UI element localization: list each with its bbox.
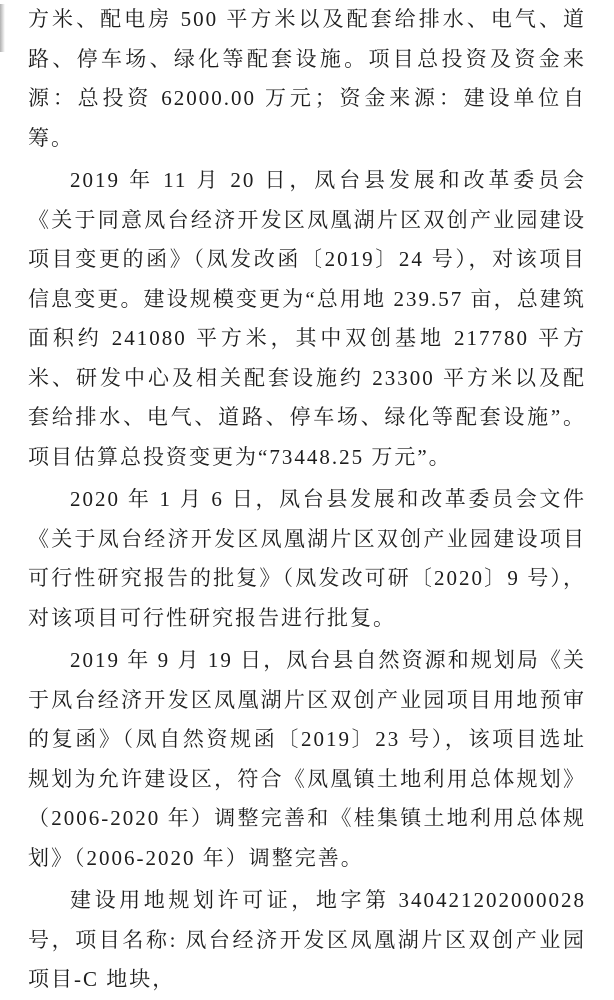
paragraph-change-approval-2019: 2019 年 11 月 20 日，凤台县发展和改革委员会《关于同意凤台经济开发区凤凰湖片区双创产业园建设项目变更的函》（凤发改函〔2019〕24 号），对该项目信息变更。建设规模变更为“总用地 239.57 亩，总建筑面积约 241080 平方米，其中双创基地 217780 平方米、研发中心及相关配套设施约 23300 平方米以及配套给排水、电气、道路、停车场、绿化等配套设施”。项目估算总投资变更为“73448.25 万元”。 (28, 168, 586, 469)
paragraph-feasibility-approval-2020: 2020 年 1 月 6 日，凤台县发展和改革委员会文件《关于凤台经济开发区凤凰湖片区双创产业园建设项目可行性研究报告的批复》（凤发改可研〔2020〕9 号），对该项目可行性研究报告进行批复。 (28, 487, 586, 630)
document-text (28, 0, 586, 1000)
paragraph-land-preapproval-2019: 2019 年 9 月 19 日，凤台县自然资源和规划局《关于凤台经济开发区凤凰湖片区双创产业园项目用地预审的复函》（凤自然资规函〔2019〕23 号），该项目选址规划为允许建设区，符合《凤凰镇土地利用总体规划》（2006-2020 年）调整完善和《桂集镇土地利用总体规划》（2006-2020 年）调整完善。 (28, 648, 586, 870)
scan-edge-artifact (0, 4, 5, 52)
paragraph-investment-summary: 方米、配电房 500 平方米以及配套给排水、电气、道路、停车场、绿化等配套设施。项目总投资及资金来源：总投资 62000.00 万元；资金来源：建设单位自筹。 (28, 7, 586, 150)
paragraph-land-planning-permit: 建设用地规划许可证，地字第 340421202000028 号，项目名称: 凤台经济开发区凤凰湖片区双创产业园项目-C 地块， (28, 888, 586, 991)
